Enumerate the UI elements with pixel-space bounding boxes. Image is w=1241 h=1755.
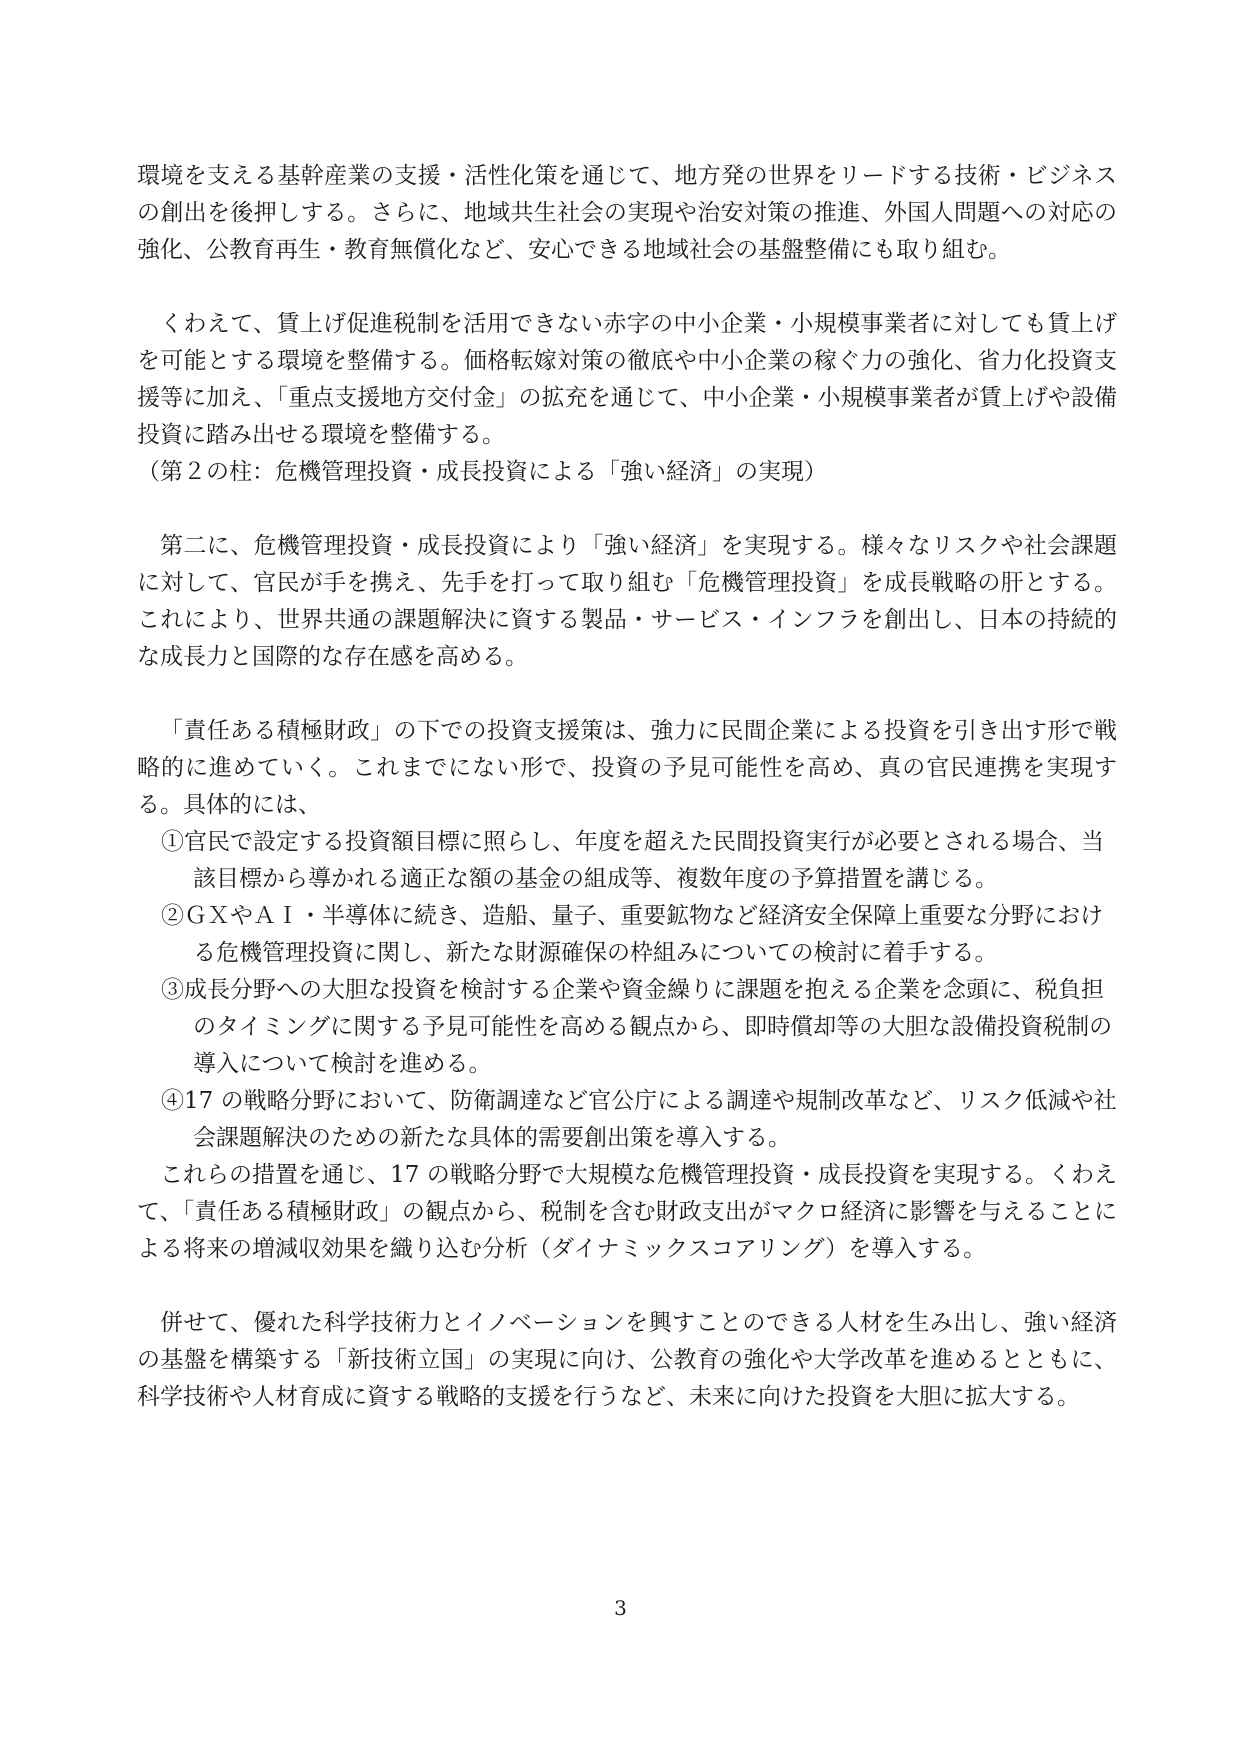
document-body xyxy=(137,158,1117,1416)
measures-list xyxy=(137,824,1117,1157)
paragraph-investment-support: 「責任ある積極財政」の下での投資支援策は、強力に民間企業による投資を引き出す形で戦略的に進めていく。これまでにない形で、投資の予見可能性を高め、真の官民連携を実現する。具体的には、 xyxy=(137,718,1117,818)
paragraph-dynamic-scoring: これらの措置を通じ、17 の戦略分野で大規模な危機管理投資・成長投資を実現する。くわえて、「責任ある積極財政」の観点から、税制を含む財政支出がマクロ経済に影響を与えることによる将来の増減収効果を織り込む分析（ダイナミックスコアリング）を導入する。 xyxy=(137,1162,1117,1262)
paragraph-sme-wage-increase: くわえて、賃上げ促進税制を活用できない赤字の中小企業・小規模事業者に対しても賃上げを可能とする環境を整備する。価格転嫁対策の徹底や中小企業の稼ぐ力の強化、省力化投資支援等に加え、「重点支援地方交付金」の拡充を通じて、中小企業・小規模事業者が賃上げや設備投資に踏み出せる環境を整備する。 xyxy=(137,311,1117,448)
page-number: 3 xyxy=(614,1596,627,1620)
list-item: ①官民で設定する投資額目標に照らし、年度を超えた民間投資実行が必要とされる場合、当該目標から導かれる適正な額の基金の組成等、複数年度の予算措置を講じる。 xyxy=(161,829,1104,892)
list-item: ②ＧＸやＡＩ・半導体に続き、造船、量子、重要鉱物など経済安全保障上重要な分野における危機管理投資に関し、新たな財源確保の枠組みについての検討に着手する。 xyxy=(161,903,1104,966)
paragraph-strong-economy: 第二に、危機管理投資・成長投資により「強い経済」を実現する。様々なリスクや社会課題に対して、官民が手を携え、先手を打って取り組む「危機管理投資」を成長戦略の肝とする。これにより、世界共通の課題解決に資する製品・サービス・インフラを創出し、日本の持続的な成長力と国際的な存在感を高める。 xyxy=(137,533,1117,670)
list-item: ③成長分野への大胆な投資を検討する企業や資金繰りに課題を抱える企業を念頭に、税負担のタイミングに関する予見可能性を高める観点から、即時償却等の大胆な設備投資税制の導入について検討を進める。 xyxy=(161,977,1113,1077)
section-heading-pillar-2: （第２の柱：危機管理投資・成長投資による「強い経済」の実現） xyxy=(137,459,827,485)
paragraph-regional-support: 環境を支える基幹産業の支援・活性化策を通じて、地方発の世界をリードする技術・ビジネスの創出を後押しする。さらに、地域共生社会の実現や治安対策の推進、外国人問題への対応の強化、公教育再生・教育無償化など、安心できる地域社会の基盤整備にも取り組む。 xyxy=(137,163,1117,263)
list-item: ④17 の戦略分野において、防衛調達など官公庁による調達や規制改革など、リスク低減や社会課題解決のための新たな具体的需要創出策を導入する。 xyxy=(161,1088,1117,1151)
paragraph-science-technology: 併せて、優れた科学技術力とイノベーションを興すことのできる人材を生み出し、強い経済の基盤を構築する「新技術立国」の実現に向け、公教育の強化や大学改革を進めるとともに、科学技術や人材育成に資する戦略的支援を行うなど、未来に向けた投資を大胆に拡大する。 xyxy=(137,1310,1117,1410)
